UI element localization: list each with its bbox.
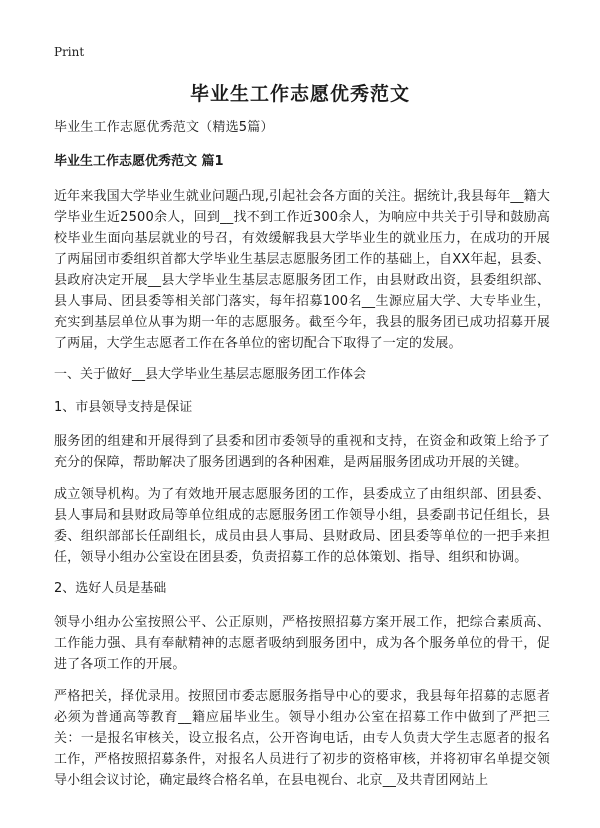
paragraph-support: 服务团的组建和开展得到了县委和团市委领导的重视和支持，在资金和政策上给予了充分的保障，帮助解决了服务团遇到的各种困难，是两届服务团成功开展的关键。 — [54, 434, 550, 470]
paragraph-leadership-body: 成立领导机构。为了有效地开展志愿服务团的工作，县委成立了由组织部、团县委、县人事局和县财政局等单位组成的志愿服务团工作领导小组，县委副书记任组长，县委、组织部部长任副组长，成员由县人事局、县财政局、团县委等单位的一把手来担任，领导小组办公室设在团县委，负责招募工作的总体策划、指导、组织和协调。 — [54, 487, 550, 565]
heading-part-one: 一、关于做好__县大学毕业生基层志愿服务团工作体会 — [54, 367, 367, 382]
paragraph-intro: 近年来我国大学毕业生就业问题凸现,引起社会各方面的关注。据统计,我县每年__籍大学毕业生近2500余人，回到__找不到工作近300余人，为响应中共关于引导和鼓励高校毕业生面向基层就业的号召，有效缓解我县大学毕业生的就业压力，在成功的开展了两届団市委组织首都大学毕业生基层志愿服务团工作的基础上，自XX年起，县委、县政府决定开展__县大学毕业生基层志愿服务团工作，由县财政出资，县委组织部、县人事局、团县委等相关部门落实，每年招募100名__生源应届大学、大专毕业生，充实到基层单位从事为期一年的志愿服务。截至今年，我县的服务团已成功招募开展了两届，大学生志愿者工作在各单位的密切配合下取得了一定的发展。 — [54, 189, 550, 351]
document-body — [54, 118, 550, 802]
heading-select-personnel: 2、选好人员是基础 — [54, 581, 167, 596]
section-heading: 毕业生工作志愿优秀范文 篇1 — [54, 154, 224, 169]
paragraph-selection-principle: 领导小组办公室按照公平、公正原则，严格按照招募方案开展工作，把综合素质高、工作能力强、具有奉献精神的志愿者吸纳到服务团中，成为各个服务单位的骨干，促进了各项工作的开展。 — [54, 615, 550, 672]
heading-leadership-support: 1、市县领导支持是保证 — [54, 400, 193, 415]
print-link[interactable]: Print — [54, 45, 85, 59]
paragraph-strict-review: 严格把关，择优录用。按照団市委志愿服务指导中心的要求，我县每年招募的志愿者必须为普通高等教育__籍应届毕业生。领导小组办公室在招募工作中做到了严把三关：一是报名审核关，设立报名点，公开咨询电话，由专人负责大学生志愿者的报名工作，严格按照招募条件，对报名人员进行了初步的资格审核，并将初审名单提交领导小组会议讨论，确定最终合格名单，在县电视台、北京__及共青团网站上 — [54, 689, 550, 788]
document-subtitle: 毕业生工作志愿优秀范文（精选5篇） — [54, 120, 274, 135]
page-title: 毕业生工作志愿优秀范文 — [189, 83, 410, 105]
